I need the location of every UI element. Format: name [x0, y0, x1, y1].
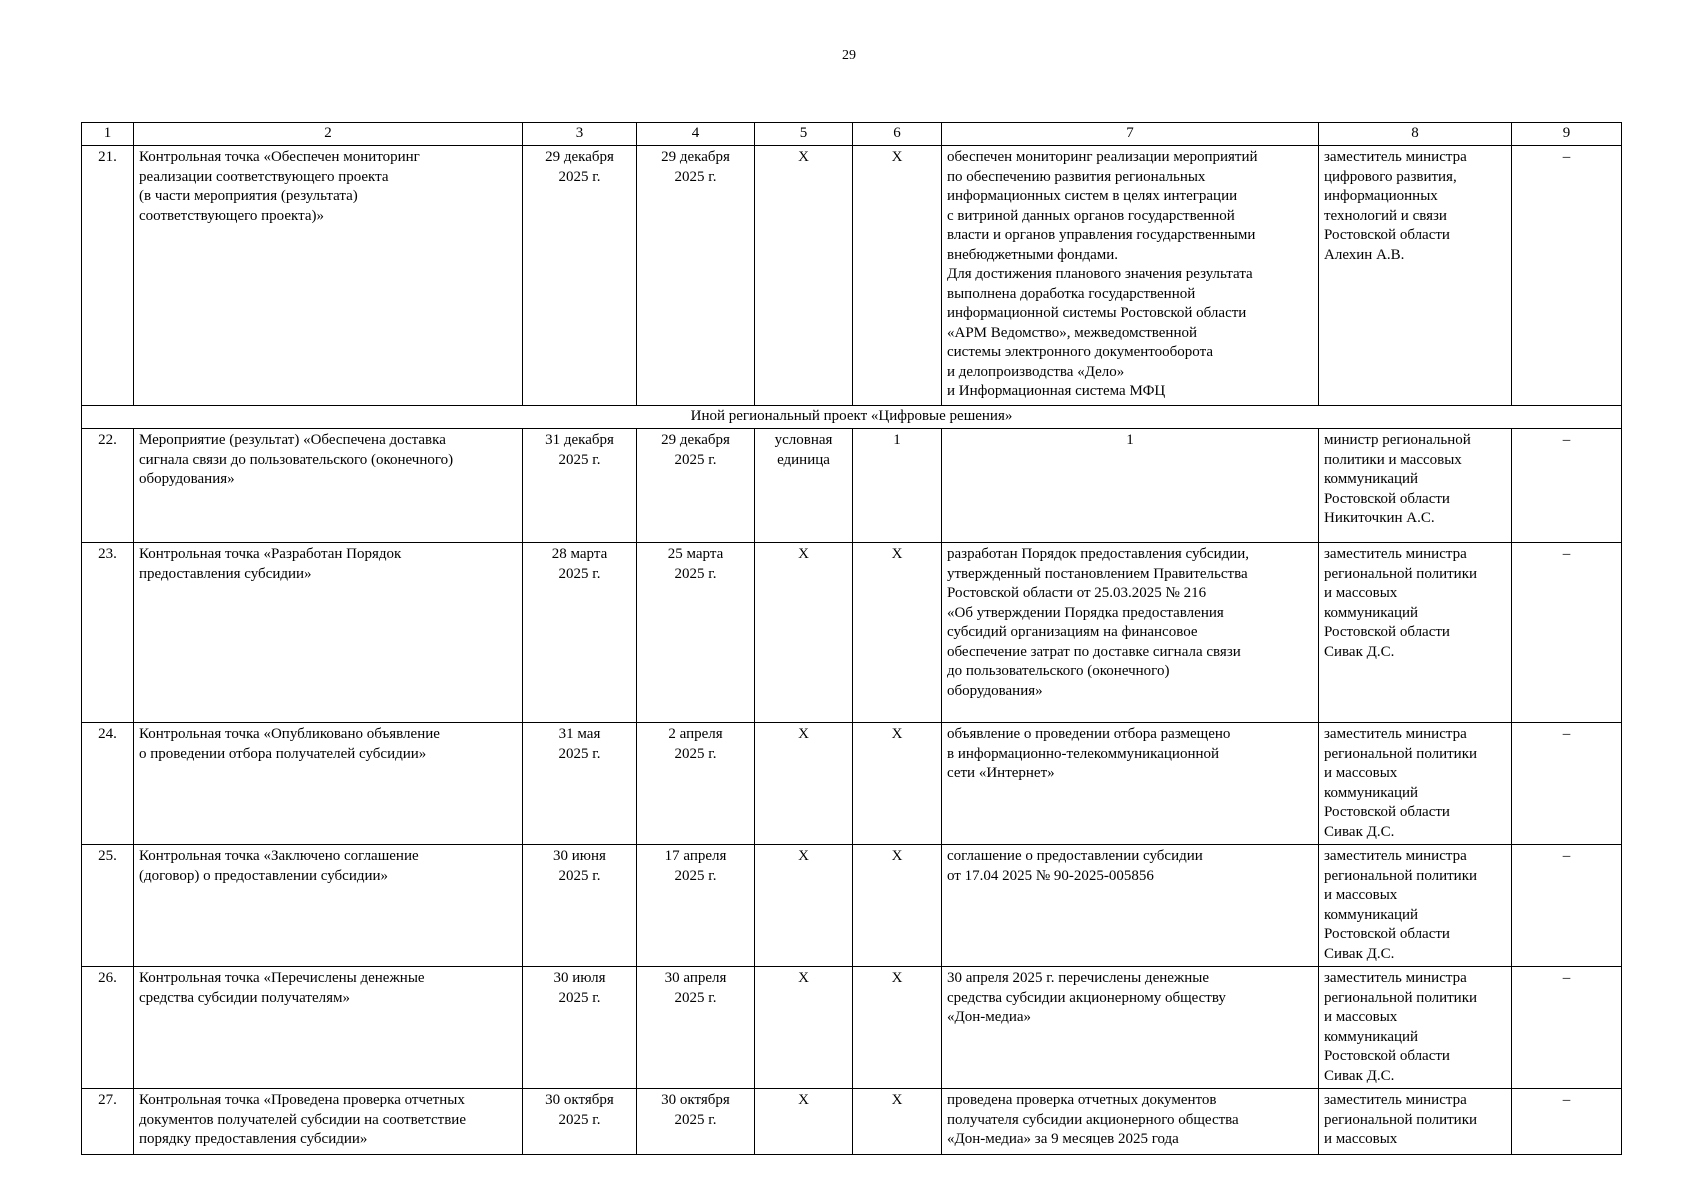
row-plan-date: 30 июля 2025 г. — [523, 967, 637, 1089]
table-row — [82, 429, 1622, 543]
row-unit: Х — [755, 543, 853, 723]
column-header: 3 — [523, 123, 637, 146]
row-number: 23. — [82, 543, 134, 723]
table-row — [82, 146, 1622, 406]
row-result: разработан Порядок предоставления субсидии, утвержденный постановлением Правительства Ростовской области от 25.03.2025 № 216 «Об утверждении Порядка предоставления субсидий организациям на финансовое обеспечение затрат по доставке сигнала связи до пользовательского (оконечного) оборудования» — [942, 543, 1319, 723]
column-number-header-row — [82, 123, 1622, 146]
row-result: проведена проверка отчетных документов получателя субсидии акционерного общества «Дон-медиа» за 9 месяцев 2025 года — [942, 1089, 1319, 1155]
row-unit: Х — [755, 723, 853, 845]
row-plan-date: 31 декабря 2025 г. — [523, 429, 637, 543]
column-header: 2 — [134, 123, 523, 146]
row-plan-value: Х — [853, 723, 942, 845]
row-responsible: заместитель министра региональной политики и массовых коммуникаций Ростовской области Сивак Д.С. — [1319, 723, 1512, 845]
section-title: Иной региональный проект «Цифровые решения» — [82, 406, 1622, 429]
row-result: соглашение о предоставлении субсидии от 17.04 2025 № 90-2025-005856 — [942, 845, 1319, 967]
row-responsible: заместитель министра региональной политики и массовых коммуникаций Ростовской области Сивак Д.С. — [1319, 845, 1512, 967]
table-row — [82, 845, 1622, 967]
row-result: 1 — [942, 429, 1319, 543]
row-name: Контрольная точка «Разработан Порядок предоставления субсидии» — [134, 543, 523, 723]
row-fact-date: 30 октября 2025 г. — [637, 1089, 755, 1155]
row-unit: Х — [755, 146, 853, 406]
table-row — [82, 967, 1622, 1089]
row-plan-value: Х — [853, 146, 942, 406]
table-row — [82, 1089, 1622, 1155]
row-responsible: заместитель министра цифрового развития, информационных технологий и связи Ростовской области Алехин А.В. — [1319, 146, 1512, 406]
row-name: Контрольная точка «Опубликовано объявление о проведении отбора получателей субсидии» — [134, 723, 523, 845]
row-unit: условная единица — [755, 429, 853, 543]
row-name: Контрольная точка «Заключено соглашение (договор) о предоставлении субсидии» — [134, 845, 523, 967]
page-number: 29 — [842, 48, 856, 63]
row-result: 30 апреля 2025 г. перечислены денежные средства субсидии акционерному обществу «Дон-медиа» — [942, 967, 1319, 1089]
column-header: 5 — [755, 123, 853, 146]
row-plan-value: Х — [853, 845, 942, 967]
row-note: – — [1512, 723, 1622, 845]
row-name: Контрольная точка «Проведена проверка отчетных документов получателей субсидии на соответствие порядку предоставления субсидии» — [134, 1089, 523, 1155]
row-plan-value: 1 — [853, 429, 942, 543]
column-header: 1 — [82, 123, 134, 146]
row-plan-value: Х — [853, 1089, 942, 1155]
row-unit: Х — [755, 967, 853, 1089]
row-plan-date: 31 мая 2025 г. — [523, 723, 637, 845]
row-note: – — [1512, 543, 1622, 723]
row-name: Мероприятие (результат) «Обеспечена доставка сигнала связи до пользовательского (оконечного) оборудования» — [134, 429, 523, 543]
section-row — [82, 406, 1622, 429]
row-plan-date: 30 июня 2025 г. — [523, 845, 637, 967]
row-number: 21. — [82, 146, 134, 406]
row-fact-date: 29 декабря 2025 г. — [637, 146, 755, 406]
row-note: – — [1512, 845, 1622, 967]
row-fact-date: 25 марта 2025 г. — [637, 543, 755, 723]
row-number: 24. — [82, 723, 134, 845]
row-number: 22. — [82, 429, 134, 543]
row-result: обеспечен мониторинг реализации мероприятий по обеспечению развития региональных информационных систем в целях интеграции с витриной данных органов государственной власти и органов управления государственными внебюджетными фондами. Для достижения планового значения результата выполнена доработка государственной информационной системы Ростовской области «АРМ Ведомство», межведомственной системы электронного документооборота и делопроизводства «Дело» и Информационная система МФЦ — [942, 146, 1319, 406]
row-plan-date: 29 декабря 2025 г. — [523, 146, 637, 406]
row-fact-date: 29 декабря 2025 г. — [637, 429, 755, 543]
column-header: 7 — [942, 123, 1319, 146]
row-note: – — [1512, 967, 1622, 1089]
row-fact-date: 2 апреля 2025 г. — [637, 723, 755, 845]
table-row — [82, 723, 1622, 845]
row-note: – — [1512, 429, 1622, 543]
report-table — [81, 122, 1622, 1155]
column-header: 8 — [1319, 123, 1512, 146]
row-responsible: заместитель министра региональной политики и массовых — [1319, 1089, 1512, 1155]
row-unit: Х — [755, 845, 853, 967]
row-fact-date: 30 апреля 2025 г. — [637, 967, 755, 1089]
row-responsible: заместитель министра региональной политики и массовых коммуникаций Ростовской области Сивак Д.С. — [1319, 967, 1512, 1089]
row-responsible: министр региональной политики и массовых коммуникаций Ростовской области Никиточкин А.С. — [1319, 429, 1512, 543]
row-plan-date: 28 марта 2025 г. — [523, 543, 637, 723]
row-responsible: заместитель министра региональной политики и массовых коммуникаций Ростовской области Сивак Д.С. — [1319, 543, 1512, 723]
row-fact-date: 17 апреля 2025 г. — [637, 845, 755, 967]
row-name: Контрольная точка «Обеспечен мониторинг реализации соответствующего проекта (в части мероприятия (результата) соответствующего проекта)» — [134, 146, 523, 406]
row-name: Контрольная точка «Перечислены денежные средства субсидии получателям» — [134, 967, 523, 1089]
table-row — [82, 543, 1622, 723]
row-number: 27. — [82, 1089, 134, 1155]
row-note: – — [1512, 146, 1622, 406]
column-header: 6 — [853, 123, 942, 146]
column-header: 4 — [637, 123, 755, 146]
row-note: – — [1512, 1089, 1622, 1155]
row-plan-date: 30 октября 2025 г. — [523, 1089, 637, 1155]
row-number: 26. — [82, 967, 134, 1089]
row-plan-value: Х — [853, 543, 942, 723]
row-unit: Х — [755, 1089, 853, 1155]
row-number: 25. — [82, 845, 134, 967]
row-plan-value: Х — [853, 967, 942, 1089]
column-header: 9 — [1512, 123, 1622, 146]
row-result: объявление о проведении отбора размещено в информационно-телекоммуникационной сети «Интернет» — [942, 723, 1319, 845]
